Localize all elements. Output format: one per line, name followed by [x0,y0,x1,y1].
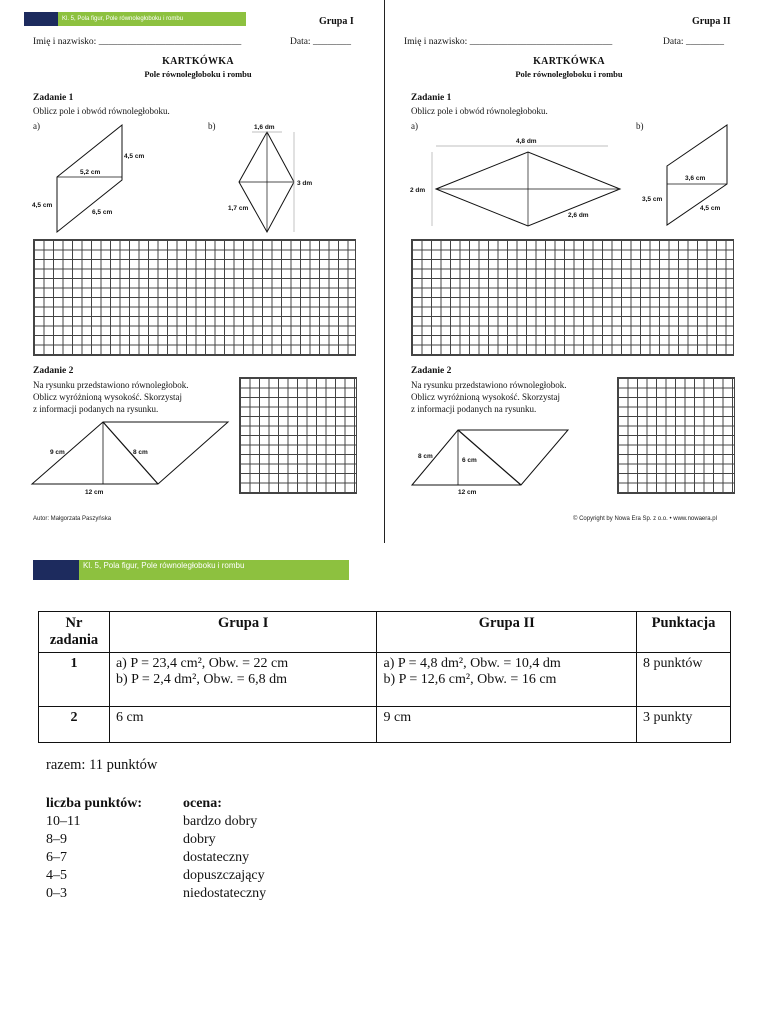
group2-z2-l2: Oblicz wyróżnioną wysokość. Skorzystaj [411,392,560,402]
scale-points: 0–3 [46,886,67,901]
r2-nr: 2 [39,707,110,743]
group1-title: Grupa I [319,16,354,27]
scale-head-points: liczba punktów: [46,796,143,811]
header-bar-navy [24,12,58,26]
group1-answer-grid-2[interactable] [239,377,357,494]
r1-g2 [377,653,637,707]
r2-g1: 6 cm [109,707,377,743]
group2-z1-head: Zadanie 1 [411,93,452,103]
g2b-l2: 3,5 cm [642,196,663,203]
group1-date-line: Data: ________ [290,37,351,47]
group1-subtitle: Pole równoległoboku i rombu [144,69,252,79]
key-header-navy [33,560,79,580]
scale-points: 8–9 [46,832,67,847]
group2-a: a) [411,121,418,131]
group2-title: Grupa II [692,16,731,27]
group2-b: b) [636,121,644,131]
header-bar [24,12,246,26]
col-points: Punktacja [637,612,731,653]
g1b-l2: 3 dm [297,180,313,187]
g1c-l2: 8 cm [133,449,148,456]
g2c-l3: 12 cm [458,489,477,496]
scale-grade-list [183,813,266,903]
g1a-l1: 4,5 cm [124,153,145,160]
group2-name-line: Imię i nazwisko: ______________________________ [404,37,613,47]
group1-a: a) [33,121,40,131]
group1-z2-l2: Oblicz wyróżnioną wysokość. Skorzystaj [33,392,182,402]
g1b-l3: 1,7 cm [228,205,249,212]
g1a-l2: 5,2 cm [80,169,101,176]
g2c-l1: 8 cm [418,453,433,460]
g1c-l1: 9 cm [50,449,65,456]
answer-key-table [38,611,731,743]
g2b-l1: 3,6 cm [685,175,706,182]
group2-figure-b [640,122,735,232]
author: Autor: Małgorzata Paszyńska [33,516,112,522]
group2-answer-grid-1[interactable] [411,239,734,356]
group1-z1-text: Oblicz pole i obwód równoległoboku. [33,106,170,116]
group2-figure-a [408,132,618,232]
g2a-l3: 2,6 dm [568,212,589,219]
g2a-l1: 4,8 dm [516,138,537,145]
scale-head-grade: ocena: [183,796,222,811]
g1b-l1: 1,6 dm [254,124,275,131]
scale-points-list [46,813,80,903]
header-label: Kl. 5, Pola figur, Pole równoległoboku i rombu [58,12,246,26]
group1-figure-c [30,418,230,498]
group1-b: b) [208,121,216,131]
scale-grade: niedostateczny [183,886,267,901]
group2-z2-l3: z informacji podanych na rysunku. [411,404,537,414]
r1-g2b: b) P = 12,6 cm², Obw. = 16 cm [383,672,557,687]
scale-grade: dopuszczający [183,868,265,883]
scale-grade: dobry [183,832,216,847]
group2-kartkowka: KARTKÓWKA [533,56,605,67]
razem: razem: 11 punktów [46,757,158,773]
scale-points: 10–11 [46,814,81,829]
group2-figure-c [408,424,573,499]
group1-answer-grid-1[interactable] [33,239,356,356]
group2-z1-text: Oblicz pole i obwód równoległoboku. [411,106,548,116]
g2b-l3: 4,5 cm [700,205,721,212]
g1c-l3: 12 cm [85,489,104,496]
table-row [39,707,731,743]
scale-points: 6–7 [46,850,67,865]
group2-z2-head: Zadanie 2 [411,366,452,376]
col-group2: Grupa II [377,612,637,653]
r1-nr: 1 [39,653,110,707]
group2-subtitle: Pole równoległoboku i rombu [515,69,623,79]
key-header-bar [33,560,349,580]
col-nr: Nr zadania [39,612,110,653]
group2-date-line: Data: ________ [663,37,724,47]
r1-pts: 8 punktów [637,653,731,707]
r1-g1b: b) P = 2,4 dm², Obw. = 6,8 dm [115,672,287,687]
group1-figure-a [30,122,145,236]
key-header-label: Kl. 5, Pola figur, Pole równoległoboku i rombu [79,560,349,580]
group1-z2-l1: Na rysunku przedstawiono równoległobok. [33,380,189,390]
r1-g1a: a) P = 23,4 cm², Obw. = 22 cm [115,656,289,671]
scale-grade: dostateczny [183,850,250,865]
group2-answer-grid-2[interactable] [617,377,735,494]
g2a-l2: 2 dm [410,187,426,194]
r1-g1 [109,653,377,707]
group2-z2-l1: Na rysunku przedstawiono równoległobok. [411,380,567,390]
group1-z1-head: Zadanie 1 [33,93,74,103]
table-row [39,653,731,707]
g1a-l4: 6,5 cm [92,209,113,216]
group1-figure-b [222,120,322,235]
scale-grade: bardzo dobry [183,814,258,829]
g2c-l2: 6 cm [462,457,477,464]
r1-g2a: a) P = 4,8 dm², Obw. = 10,4 dm [383,656,561,671]
group1-kartkowka: KARTKÓWKA [162,56,234,67]
page-divider [384,0,385,543]
group1-z2-l3: z informacji podanych na rysunku. [33,404,159,414]
r2-g2: 9 cm [377,707,637,743]
group1-name-line: Imię i nazwisko: ______________________________ [33,37,242,47]
g1a-l3: 4,5 cm [32,202,53,209]
scale-points: 4–5 [46,868,67,883]
r2-pts: 3 punkty [637,707,731,743]
group1-z2-head: Zadanie 2 [33,366,74,376]
copyright: © Copyright by Nowa Era Sp. z o.o. • www.nowaera.pl [573,516,717,522]
col-group1: Grupa I [109,612,377,653]
